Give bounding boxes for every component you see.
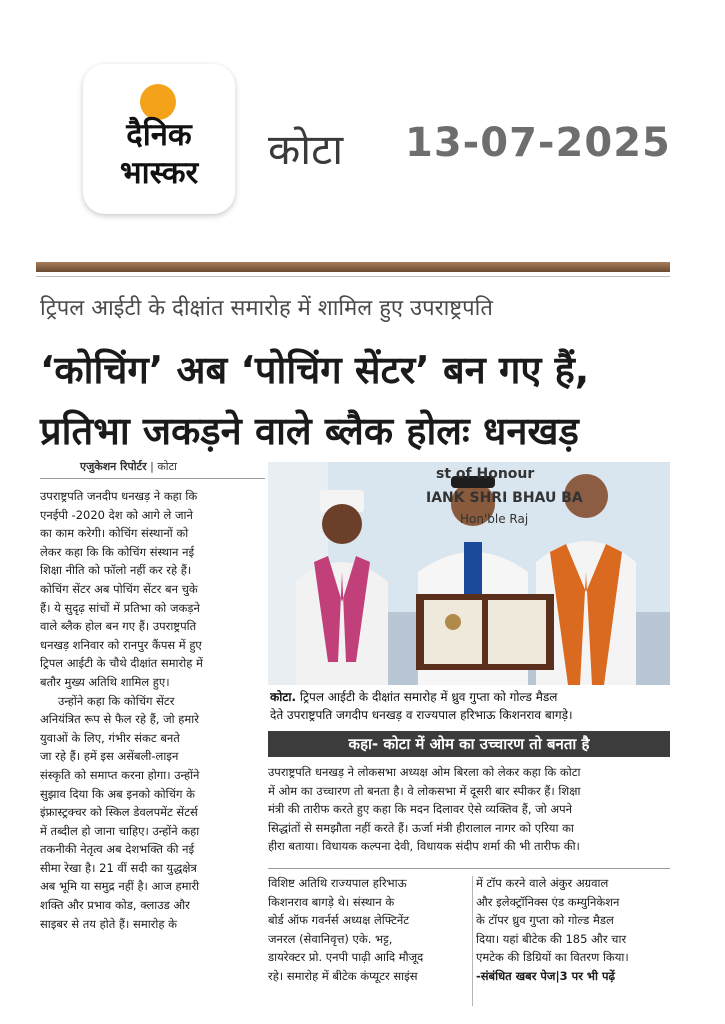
news-photo [268, 462, 670, 685]
text-line: इंफ्रास्ट्रक्चर को स्किल डेवलपमेंट सेंटर्स [40, 805, 198, 820]
text-line: उपराष्ट्रपति जनदीप धनखड़ ने कहा कि [40, 489, 198, 503]
text-line: उपराष्ट्रपति धनखड़ ने लोकसभा अध्यक्ष ओम बिरला को लेकर कहा कि कोटा [268, 765, 581, 779]
text-line: ट्रिपल आईटी के चौथे दीक्षांत समारोह में [40, 656, 203, 671]
text-line: युवाओं के लिए, गंभीर संकट बनते [40, 730, 180, 745]
byline [80, 459, 177, 474]
headline-line-1: ‘कोचिंग’ अब ‘पोचिंग सेंटर’ बन गए हैं, [40, 348, 590, 392]
text-line: एमटेक की डिग्रियों का वितरण किया। [476, 950, 629, 965]
paragraph-1 [40, 487, 265, 692]
byline-city: कोटा [157, 460, 178, 473]
divider [268, 868, 670, 869]
text-line: हीरा बताया। विधायक कल्पना देवी, विधायक संदीप शर्मा की भी तारीफ की। [268, 839, 580, 854]
backdrop-text: st of Honour [436, 466, 535, 482]
related-news-note: -संबंधित खबर पेज|3 पर भी पढ़ें [476, 968, 615, 983]
text-line: डायरेक्टर प्रो. एनपी पाढ़ी आदि मौजूद [268, 950, 424, 965]
text-line: बोर्ड ऑफ गवर्नर्स अध्यक्ष लेफ्टिनेंट [268, 913, 410, 928]
text-line: कोचिंग सेंटर अब पोचिंग सेंटर बन चुके [40, 581, 198, 596]
caption-line [270, 688, 670, 706]
text-line: सीमा रेखा है। 21 वीं सदी का युद्धक्षेत्र [40, 860, 197, 875]
column-1 [40, 487, 265, 933]
backdrop-text: Hon'ble Raj [460, 512, 529, 526]
text-line: में तब्दील हो जाना चाहिए। उन्होंने कहा [40, 823, 200, 838]
logo-text-line2: भास्कर [119, 155, 199, 191]
backdrop-text: IANK SHRI BHAU BA [426, 490, 583, 506]
text-line: शिक्षा नीति को फॉलो नहीं कर रहे हैं। [40, 563, 192, 578]
text-line: में ओम का उच्चारण तो बनता है। वे लोकसभा में दूसरी बार स्पीकर हैं। शिक्षा [268, 783, 581, 798]
article-kicker: ट्रिपल आईटी के दीक्षांत समारोह में शामिल हुए उपराष्ट्रपति [40, 296, 493, 321]
photo-caption [270, 688, 670, 724]
column-3 [476, 874, 672, 986]
column-separator [472, 876, 473, 1006]
edition-date: 13-07-2025 [405, 120, 671, 166]
text-line: अब भूमि या समुद्र नहीं है। आज हमारी [40, 879, 200, 894]
text-line: और इलेक्ट्रॉनिक्स एंड कम्युनिकेशन [476, 894, 620, 909]
text-line: का काम करेगी। कोचिंग संस्थानों को [40, 526, 189, 541]
logo-text-line1: दैनिक [126, 117, 192, 153]
text-line: एनईपी -2020 देश को आगे ले जाने [40, 507, 193, 522]
headline-line-2: प्रतिभा जकड़ने वाले ब्लैक होलः धनखड़ [40, 409, 579, 453]
byline-separator: | [150, 460, 154, 473]
text-line: जा रहे हैं। हमें इस असेंबली-लाइन [40, 749, 179, 764]
byline-name: एजुकेशन रिपोर्टर [80, 460, 147, 473]
divider [40, 478, 265, 479]
wide-paragraph [268, 763, 670, 856]
text-line: किशनराव बागड़े थे। संस्थान के [268, 894, 395, 909]
edition-city: कोटा [268, 125, 344, 174]
text-line: शक्ति और प्रभाव कोड, क्लाउड और [40, 898, 190, 913]
text-line: तकनीकी नेतृत्व अब देशभक्ति की नई [40, 842, 195, 857]
text-line: वाले ब्लैक होल बन गए हैं। उपराष्ट्रपति [40, 619, 197, 634]
text-line: लेकर कहा कि कि कोचिंग संस्थान नई [40, 544, 195, 559]
text-line: साइबर से तय होते हैं। समारोह के [40, 916, 177, 931]
caption-line: देते उपराष्ट्रपति जगदीप धनखड़ व राज्यपाल हरिभाऊ किशनराव बागड़े। [270, 708, 573, 722]
paragraph-2 [40, 692, 265, 934]
text-line: उन्होंने कहा कि कोचिंग सेंटर [58, 693, 175, 708]
text-line: हैं। ये सुदृढ़ सांचों में प्रतिभा को जकड़ने [40, 600, 200, 615]
dainik-bhaskar-logo [83, 64, 235, 214]
subheading-bar: कहा- कोटा में ओम का उच्चारण तो बनता है [268, 731, 670, 757]
text-line: में टॉप करने वाले अंकुर अग्रवाल [476, 876, 609, 890]
text-line: मंत्री की तारीफ करते हुए कहा कि मदन दिलावर ऐसे व्यक्तिव हैं, जो अपने [268, 802, 573, 817]
divider [36, 276, 670, 277]
text-line: विशिष्ट अतिथि राज्यपाल हरिभाऊ [268, 876, 407, 890]
column-2 [268, 874, 468, 986]
text-line: बतौर मुख्य अतिथि शामिल हुए। [40, 674, 170, 689]
text-line: रहे। समारोह में बीटेक कंप्यूटर साइंस [268, 968, 418, 983]
text-line: सुझाव दिया कि अब इनको कोचिंग के [40, 786, 195, 801]
caption-text: ट्रिपल आईटी के दीक्षांत समारोह में ध्रुव गुप्ता को गोल्ड मैडल [299, 690, 558, 704]
clipping-top-strip [36, 262, 670, 272]
caption-lead: कोटा. [270, 690, 297, 704]
text-line: संस्कृति को समाप्त करना होगा। उन्होंने [40, 767, 200, 782]
text-line: के टॉपर ध्रुव गुप्ता को गोल्ड मैडल [476, 913, 614, 928]
text-line: अनियंत्रित रूप से फैल रहे हैं, जो हमारे [40, 712, 199, 727]
text-line: धनखड़ शनिवार को रानपुर कैंपस में हुए [40, 637, 202, 652]
logo-sun-icon [140, 84, 176, 120]
text-line: जनरल (सेवानिवृत्त) एके. भट्ट, [268, 931, 393, 946]
text-line: सिद्धांतों से समझौता नहीं करते हैं। ऊर्जा मंत्री हीरालाल नागर को एरिया का [268, 820, 574, 835]
text-line: दिया। यहां बीटेक की 185 और चार [476, 931, 627, 946]
